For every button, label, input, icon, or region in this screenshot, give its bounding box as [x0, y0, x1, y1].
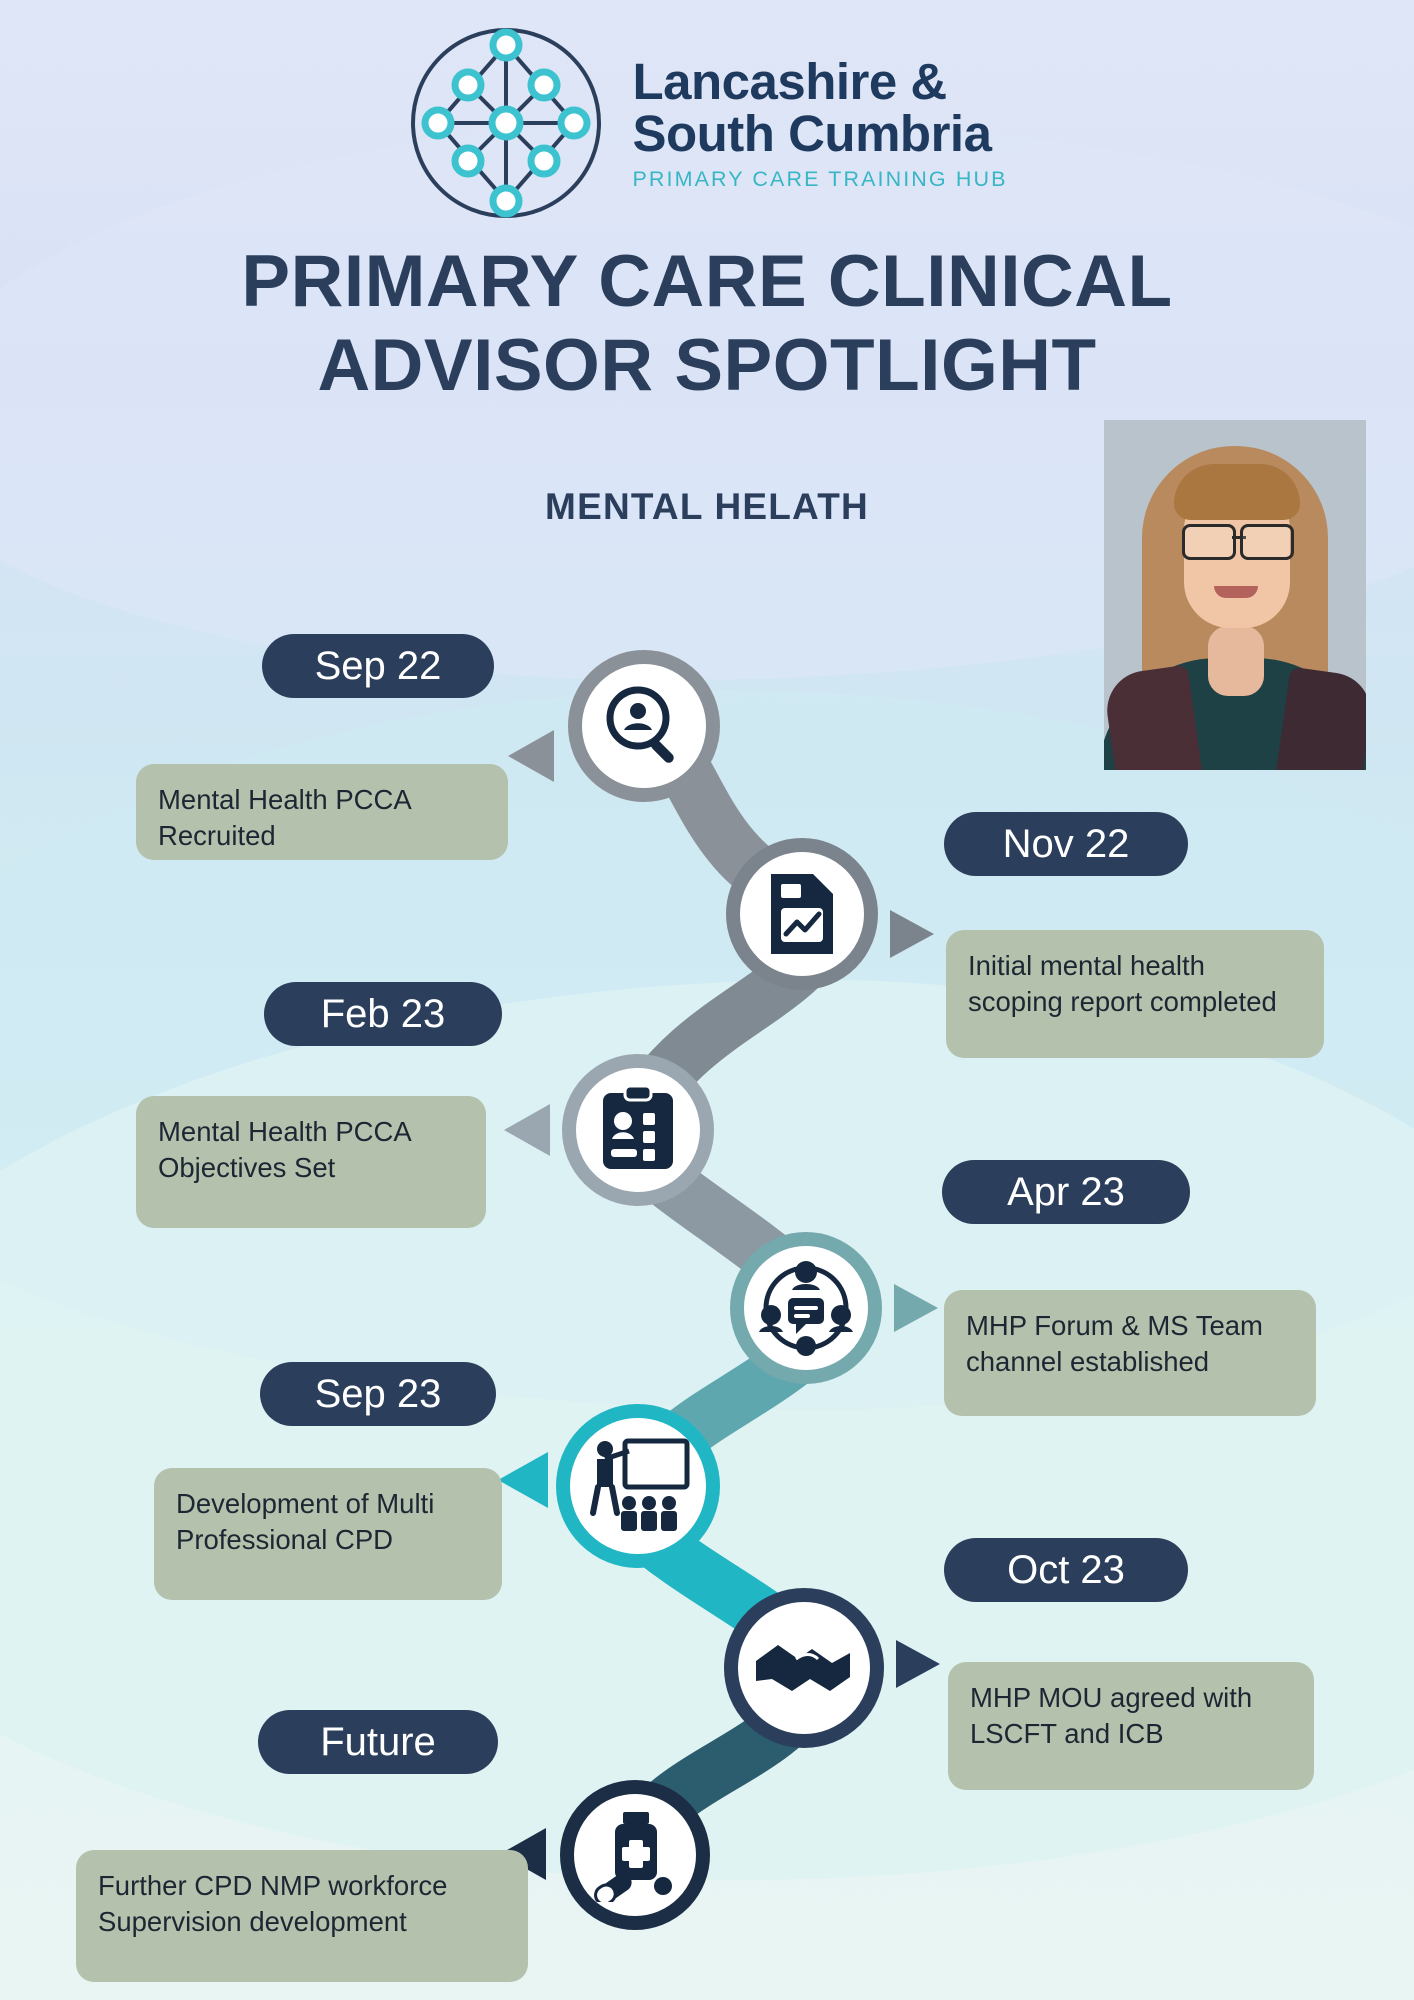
milestone-text-feb23: Mental Health PCCA Objectives Set [136, 1096, 486, 1228]
milestone-icon-apr23 [730, 1232, 882, 1384]
brand-line-2: South Cumbria [632, 104, 992, 162]
milestone-date-apr23: Apr 23 [942, 1160, 1190, 1224]
pointer-apr23 [894, 1284, 938, 1332]
brand-wordmark [632, 52, 1008, 191]
pointer-sep22 [508, 730, 554, 782]
milestone-text-apr23: MHP Forum & MS Team channel established [944, 1290, 1316, 1416]
milestone-date-feb23: Feb 23 [264, 982, 502, 1046]
brand-logo [0, 8, 1414, 238]
page-subtitle: MENTAL HELATH [545, 486, 869, 527]
milestone-icon-future [560, 1780, 710, 1930]
milestone-icon-nov22 [726, 838, 878, 990]
milestone-text-oct23: MHP MOU agreed with LSCFT and ICB [948, 1662, 1314, 1790]
milestone-text-sep23: Development of Multi Professional CPD [154, 1468, 502, 1600]
milestone-date-sep23: Sep 23 [260, 1362, 496, 1426]
milestone-icon-feb23 [562, 1054, 714, 1206]
milestone-text-future: Further CPD NMP workforce Supervision development [76, 1850, 528, 1982]
page-title-line-1: PRIMARY CARE CLINICAL [241, 241, 1173, 322]
page-title [0, 240, 1414, 408]
glasses-icon [1180, 524, 1296, 554]
page-title-line-2: ADVISOR SPOTLIGHT [317, 324, 1097, 406]
milestone-date-future: Future [258, 1710, 498, 1774]
milestone-icon-sep23 [556, 1404, 720, 1568]
pointer-sep23 [498, 1452, 548, 1508]
milestone-date-oct23: Oct 23 [944, 1538, 1188, 1602]
network-diamond-icon [406, 23, 606, 223]
milestone-icon-oct23 [724, 1588, 884, 1748]
avatar [1104, 420, 1366, 770]
brand-subtitle: PRIMARY CARE TRAINING HUB [632, 166, 1008, 191]
brand-line-1: Lancashire & [632, 52, 947, 110]
pointer-feb23 [504, 1104, 550, 1156]
milestone-date-sep22: Sep 22 [262, 634, 494, 698]
pointer-oct23 [896, 1640, 940, 1688]
pointer-nov22 [890, 910, 934, 958]
milestone-icon-sep22 [568, 650, 720, 802]
milestone-text-nov22: Initial mental health scoping report completed [946, 930, 1324, 1058]
milestone-date-nov22: Nov 22 [944, 812, 1188, 876]
milestone-text-sep22: Mental Health PCCA Recruited [136, 764, 508, 860]
